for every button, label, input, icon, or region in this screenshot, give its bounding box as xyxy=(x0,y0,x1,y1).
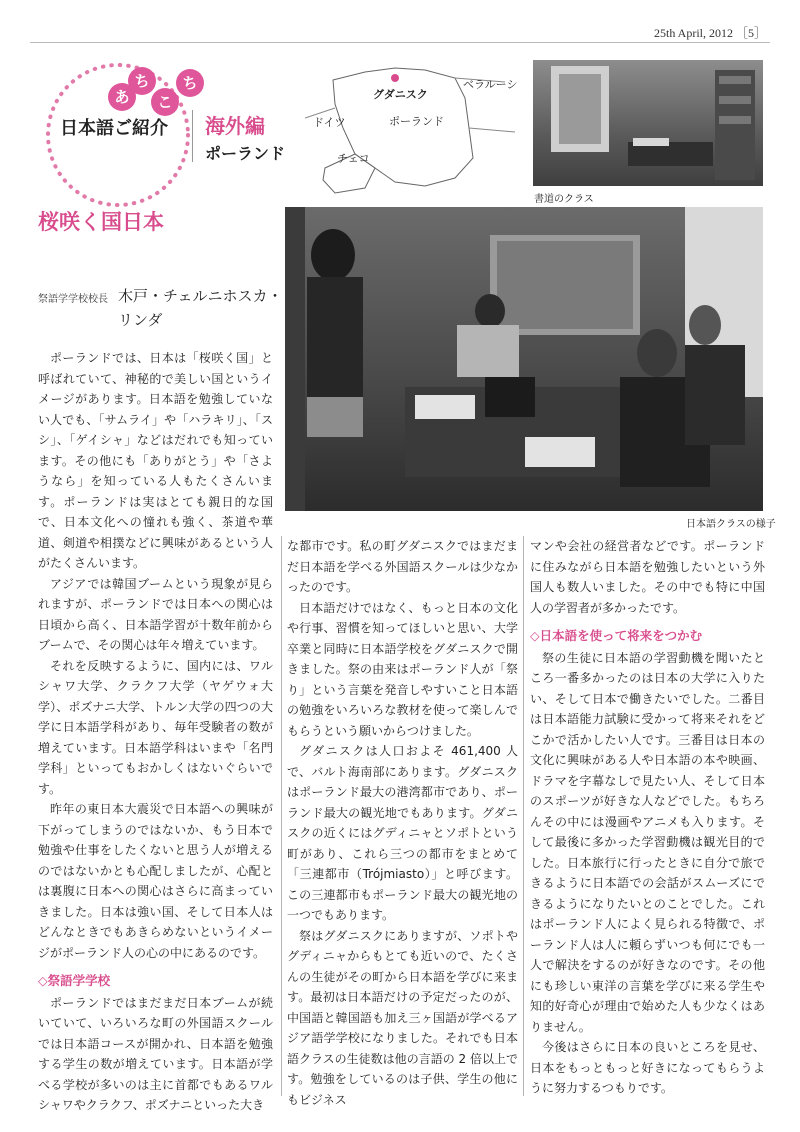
author-role: 祭語学学校校長 xyxy=(38,294,108,305)
map-label-germany: ドイツ xyxy=(313,116,346,129)
column-divider-1 xyxy=(281,536,282,1096)
map-label-belarus: ベラルーシ xyxy=(463,78,518,91)
article-column-1 xyxy=(38,348,273,1116)
map-label-gdansk: グダニスク xyxy=(373,88,428,101)
column-divider-2 xyxy=(523,536,524,1096)
class-scene-shapes xyxy=(285,207,763,511)
col3-paragraph-3: 今後はさらに日本の良いところを見せ、日本をもっともっと好きになってもらうように努力するつもりです。 xyxy=(530,1040,765,1095)
map-label-czech: チェコ xyxy=(337,152,370,165)
col1-paragraph-1: ポーランドでは、日本は「桜咲く国」と呼ばれていて、神秘的で美しい国というイメージがあります。日本語を勉強していない人でも、「サムライ」や「ハラキリ」、「スシ」、「ゲイシャ」などはだれでも知っています。その他にも「ありがとう」や「さようなら」を知っている人もたくさんいます。ポーランドは実はとても親日的な国で、日本文化への憧れも強く、茶道や華道、剣道や相撲などに興味があるという人がたくさんいます。 xyxy=(38,351,273,570)
logo-title: 日本語ご紹介 xyxy=(60,118,168,139)
article-column-2 xyxy=(287,536,518,1110)
col3-paragraph-1: マンや会社の経営者などです。ポーランドに住みながら日本語を勉強したいという外国人も数人いました。その中でも特に中国人の学習者が多かったです。 xyxy=(530,539,765,615)
article-headline: 桜咲く国日本 xyxy=(38,210,164,234)
author-name: 木戸・チェルニホスカ・リンダ xyxy=(118,287,283,329)
map-label-poland: ポーランド xyxy=(389,115,444,128)
poland-map xyxy=(305,58,525,208)
col2-paragraph-3: グダニスクは人口およそ 461,400 人で、バルト海南部にあります。グダニスクはポーランド最大の港湾都市であり、ポーランド最大の観光地でもあります。グダニスクの近くにはグディニャとソポトという町があり、これら三つの都市をまとめて「三連都市（Trójmiasto）」と呼びます。この三連都市もポーランド最大の観光地の一つでもあります。 xyxy=(287,744,518,922)
calligraphy-class-photo xyxy=(533,60,763,186)
header-rule xyxy=(30,42,770,43)
col2-paragraph-2: 日本語だけではなく、もっと日本の文化や行事、習慣を知ってほしいと思い、大学卒業と同時に日本語学校をグダニスクで開きました。祭の由来はポーランド人が「祭り」という言葉を発音しやすいこと日本語の勉強をいろいろな教材を使って楽しんでもらうという願いからつけました。 xyxy=(287,600,518,738)
logo-char-chi-2: ち xyxy=(176,69,204,97)
col2-paragraph-4: 祭はグダニスクにありますが、ソポトやグディニャからもとても近いので、たくさんの生徒がその町から日本語を学びに来ます。最初は日本語だけの予定だったのが、中国語と韓国語も加え三ヶ国語が学べるアジア語学学校になりました。それでも日本語クラスの生徒数は他の言語の 2 倍以上です。勉強をしているのは子供、学生の他にもビジネス xyxy=(287,928,518,1107)
issue-date-page: 25th April, 2012 ［5］ xyxy=(653,26,766,40)
title-divider xyxy=(192,110,193,162)
section-country: ポーランド xyxy=(205,144,286,163)
calligraphy-room-shapes xyxy=(533,60,763,186)
japanese-class-photo xyxy=(285,207,763,511)
calligraphy-photo-caption: 書道のクラス xyxy=(534,194,594,205)
col1-paragraph-4: 昨年の東日本大震災で日本語への興味が下がってしまうのではないか、もう日本で勉強や仕事をしたくないと思う人が増えるのではないかとも心配しましたが、心配とは裏腹に日本への関心はさらに高まっていきました。日本は強い国、そして日本人はどんなときでもあきらめないというイメージがポーランド人の心の中にあるのです。 xyxy=(38,802,273,960)
col3-paragraph-2: 祭の生徒に日本語の学習動機を聞いたところ一番多かったのは日本の大学に入りたい、そして日本で働きたいでした。二番目は日本語能力試験に受かって将来それをどこかで活かしたい人です。三番目は日本の文化に興味がある人や日本語の本や映画、ドラマを字幕なしで見たい人、そして日本のスポーツが好きな人などでした。もちろんその中には漫画やアニメも入ります。そして最後に多かった学習動機は観光目的でした。日本旅行に行ったときに自分で旅できるように日本語での会話がスムーズにできるようになりたいとのことでした。これはポーランド人によく見られる特徴で、ポーランド人は人に頼らずいつも何にでも一人で解決をするのが好きなのです。その他にも珍しい東洋の言葉を学びに来る学生や知的好奇心が理由で始めた人も少なくはありません。 xyxy=(530,650,765,1034)
logo-char-chi: ち xyxy=(128,67,156,95)
logo-char-ko: こ xyxy=(151,88,179,116)
subhead-future: ◇日本語を使って将来をつかむ xyxy=(530,628,703,643)
col1-paragraph-2: アジアでは韓国ブームという現象が見られますが、ポーランドでは日本への関心は日頃から高く、日本語学習が十数年前からブームで、その関心は年々増えています。 xyxy=(38,576,273,652)
col2-paragraph-1: な都市です。私の町グダニスクではまだまだ日本語を学べる外国語スクールは少なかったのです。 xyxy=(287,539,518,594)
subhead-matsuri-school: ◇祭語学学校 xyxy=(38,973,111,988)
class-photo-caption: 日本語クラスの様子 xyxy=(686,519,776,530)
col1-paragraph-3: それを反映するように、国内には、ワルシャワ大学、クラクフ大学（ヤゲウォ大学）、ポズナニ大学、トルン大学の四つの大学に日本語学科があり、毎年受験者の数が増えています。日本語学科はいまや「名門学科」といってもおかしくはないぐらいです。 xyxy=(38,658,273,796)
logo-char-a: あ xyxy=(108,83,136,111)
col1-paragraph-5: ポーランドではまだまだ日本ブームが続いていて、いろいろな町の外国語スクールでは日本語コースが開かれ、日本語を勉強する学生の数が増えています。日本語が学べる学校が多いのは主に首都でもあるワルシャワやクラクフ、ポズナニといった大き xyxy=(38,995,273,1112)
section-region: 海外編 xyxy=(205,114,265,138)
gdansk-marker xyxy=(391,74,399,82)
article-column-3 xyxy=(530,536,765,1099)
